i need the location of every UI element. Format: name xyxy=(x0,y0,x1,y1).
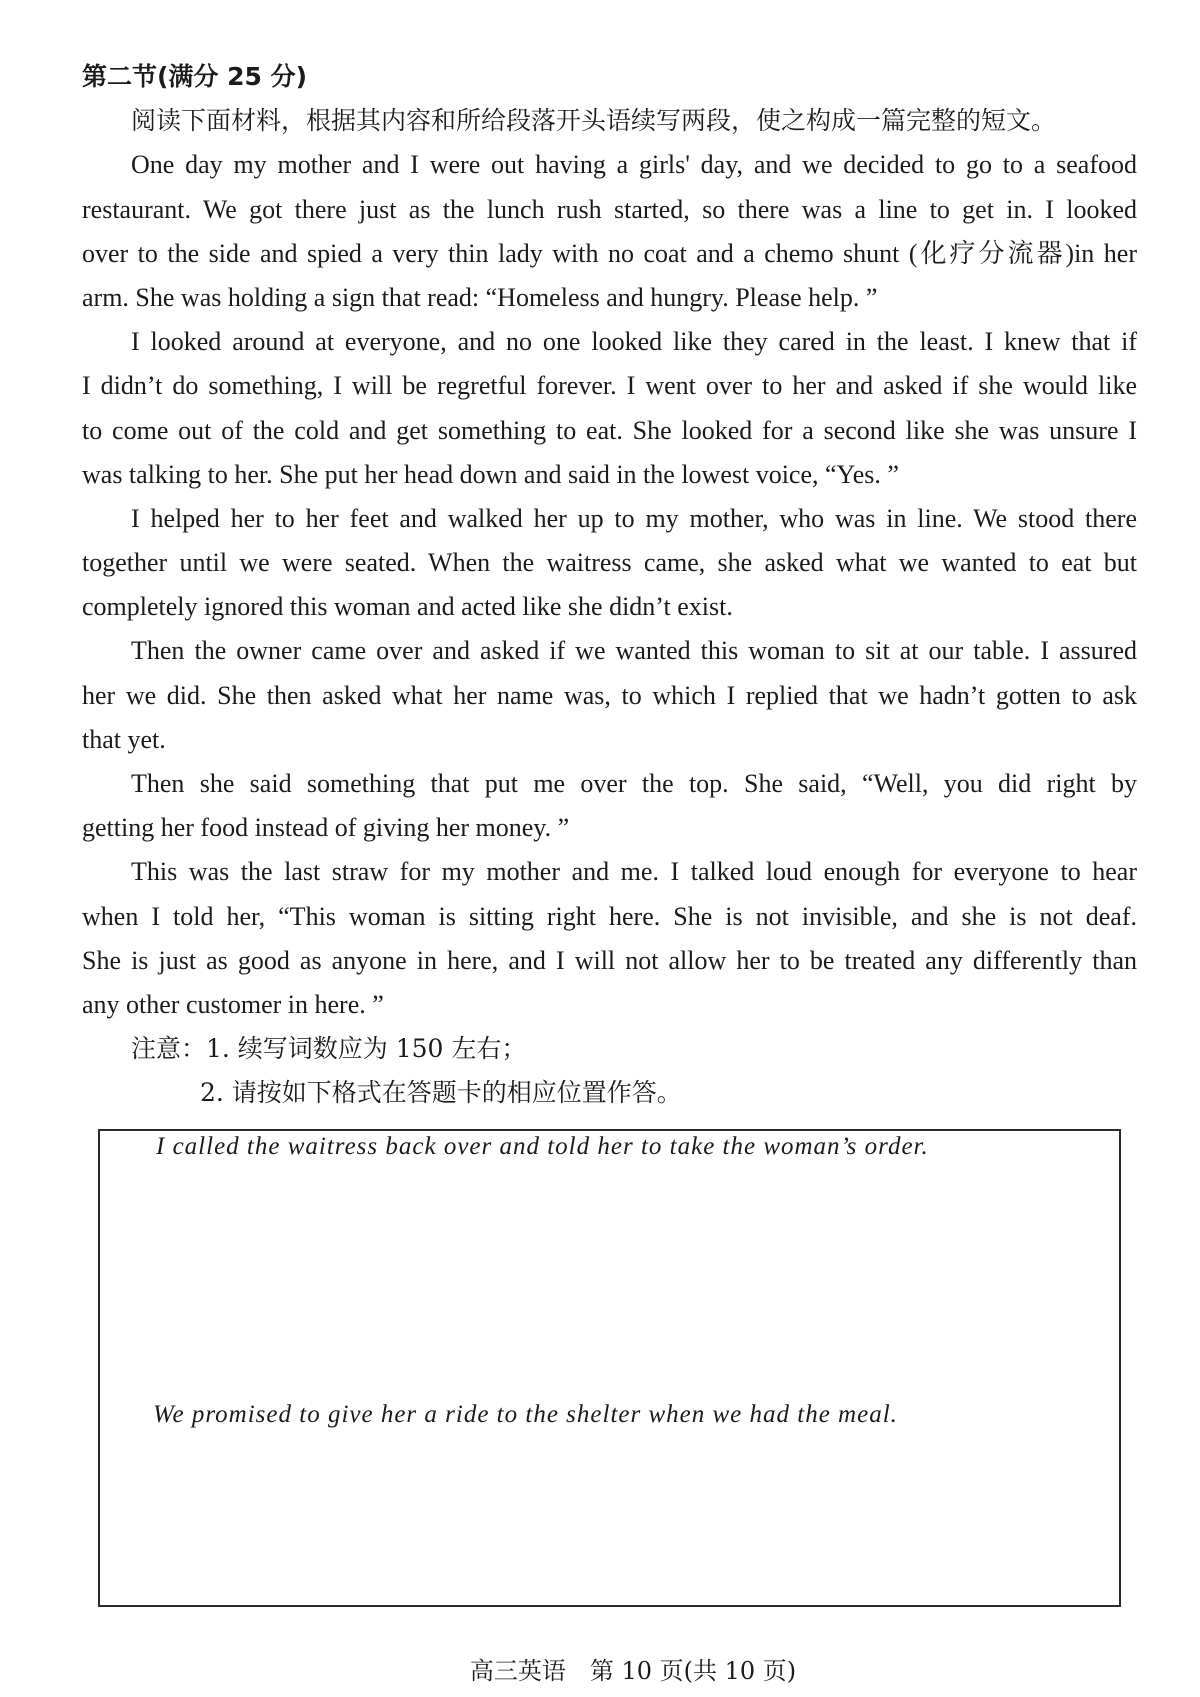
passage-line: was talking to her. She put her head down and said in the lowest voice, “Yes. ” xyxy=(82,459,899,489)
passage-line: Then she said something that put me over the top. She said, “Well, you did right by xyxy=(131,769,1137,798)
passage-line: to come out of the cold and get something to eat. She looked for a second like she was unsure I xyxy=(82,415,1137,445)
passage-paragraph-3 xyxy=(82,497,1137,630)
passage-paragraph-2 xyxy=(82,320,1137,497)
passage-line: over to the side and spied a very thin lady with no coat and a chemo shunt (化疗分流器)in her xyxy=(82,238,1137,268)
passage-line: arm. She was holding a sign that read: “Homeless and hungry. Please help. ” xyxy=(82,282,878,312)
passage-line: I didn’t do something, I will be regretful forever. I went over to her and asked if she would like xyxy=(82,371,1137,401)
note-word-count: 注意：1. 续写词数应为 150 左右； xyxy=(131,1034,527,1064)
passage-line: Then the owner came over and asked if we wanted this woman to sit at our table. I assured xyxy=(131,636,1137,666)
passage-line: completely ignored this woman and acted like she didn’t exist. xyxy=(82,592,733,622)
continuation-writing-section xyxy=(82,55,1137,1116)
passage-line: I helped her to her feet and walked her up to my mother, who was in line. We stood there xyxy=(131,503,1137,533)
passage-paragraph-5 xyxy=(82,762,1137,850)
paragraph-opening-2: We promised to give her a ride to the shelter when we had the meal. xyxy=(153,1401,898,1428)
passage-paragraph-6 xyxy=(82,850,1137,1027)
passage-line: She is just as good as anyone in here, and I will not allow her to be treated any differently than xyxy=(82,945,1137,975)
passage-line: restaurant. We got there just as the lunch rush started, so there was a line to get in. I looked xyxy=(82,194,1137,224)
passage-line: This was the last straw for my mother and me. I talked loud enough for everyone to hear xyxy=(131,857,1137,887)
paragraph-opening-1: I called the waitress back over and told her to take the woman’s order. xyxy=(156,1133,929,1160)
note-answer-format: 2. 请按如下格式在答题卡的相应位置作答。 xyxy=(200,1078,682,1108)
section-title: 第二节(满分 25 分) xyxy=(82,62,308,91)
passage-line: together until we were seated. When the waitress came, she asked what we wanted to eat but xyxy=(82,548,1137,578)
instruction-text: 阅读下面材料，根据其内容和所给段落开头语续写两段，使之构成一篇完整的短文。 xyxy=(131,106,1057,136)
passage-line: that yet. xyxy=(82,724,166,754)
passage-line: when I told her, “This woman is sitting right here. She is not invisible, and she is not deaf. xyxy=(82,901,1137,931)
passage-line: I looked around at everyone, and no one looked like they cared in the least. I knew that if xyxy=(131,327,1137,357)
passage-paragraph-4 xyxy=(82,629,1137,762)
passage-paragraph-1 xyxy=(82,143,1137,320)
answer-box xyxy=(98,1129,1121,1607)
passage-line: any other customer in here. ” xyxy=(82,989,384,1019)
page-footer: 高三英语 第 10 页(共 10 页) xyxy=(469,1657,797,1685)
passage-line: her we did. She then asked what her name was, to which I replied that we hadn’t gotten to ask xyxy=(82,680,1137,710)
passage-line: getting her food instead of giving her money. ” xyxy=(82,813,570,843)
passage-line: One day my mother and I were out having a girls' day, and we decided to go to a seafood xyxy=(131,150,1137,180)
